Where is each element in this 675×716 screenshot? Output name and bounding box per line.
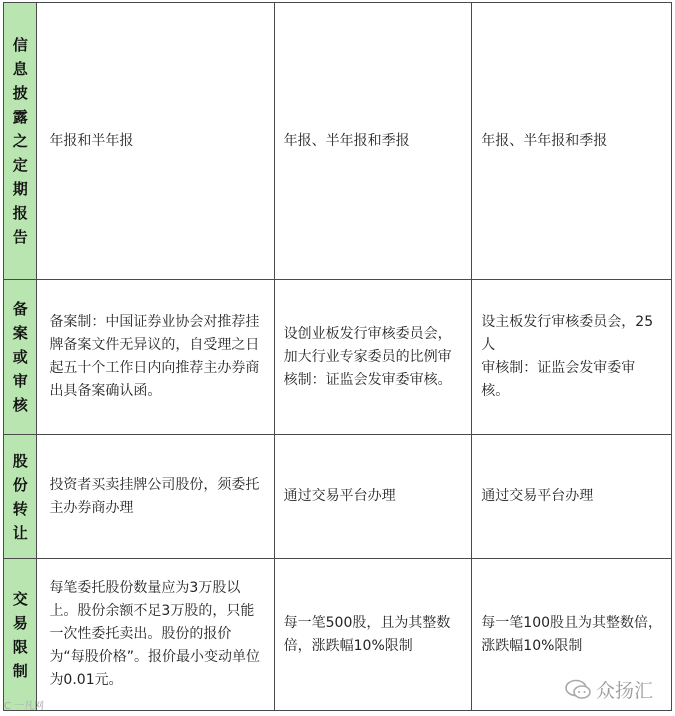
cell-text: 每一笔500股，且为其整数倍，涨跌幅10%限制: [283, 614, 451, 654]
table-cell: [274, 280, 472, 435]
cell-text: 年报、半年报和季报: [481, 132, 608, 149]
cell-text: 通过交易平台办理: [481, 488, 594, 504]
cell-line: 设主板发行审核委员会，25人: [481, 314, 654, 353]
cell-text: 每笔委托股份数量应为3万股以上。股份余额不足3万股的，只能一次性委托卖出。股份的报价为“每股价格”。报价最小变动单位为0.01元。: [49, 580, 260, 688]
table-cell: [37, 280, 274, 435]
header-char: 易: [12, 613, 28, 632]
header-char: 制: [12, 661, 28, 680]
cell-text: 备案制：中国证券业协会对推荐挂牌备案文件无异议的，自受理之日起五十个工作日内向推荐主办券商出具备案确认函。: [49, 314, 260, 399]
row-header-periodic-report: [4, 3, 37, 280]
header-char: 或: [12, 348, 28, 366]
header-char: 期: [12, 180, 28, 198]
header-char: 信: [12, 36, 28, 54]
watermark-text: 众扬汇: [595, 680, 653, 702]
header-char: 之: [12, 132, 28, 150]
header-char: 报: [12, 204, 28, 222]
cell-text: 通过交易平台办理: [283, 488, 396, 504]
header-char: 披: [12, 84, 28, 102]
table-cell: [37, 435, 274, 559]
header-char: 审: [12, 372, 28, 390]
header-char: 案: [12, 324, 28, 342]
header-char: 转: [12, 499, 28, 518]
cell-text: 每一笔100股且为其整数倍，涨跌幅10%限制: [481, 614, 663, 654]
header-char: 让: [12, 523, 28, 542]
watermark-left: C 一凡网: [4, 701, 45, 712]
chat-bubble-icon: [565, 679, 591, 701]
row-header-filing-or-review: [4, 280, 37, 435]
header-char: 交: [12, 589, 28, 608]
cell-text: [472, 311, 671, 403]
row-header-trading-limits: [4, 559, 37, 711]
watermark-right: [565, 676, 653, 703]
cell-text: 设创业板发行审核委员会，加大行业专家委员的比例审核制：证监会发审委审核。: [283, 325, 452, 388]
table-cell: [37, 559, 274, 711]
header-char: 息: [12, 60, 28, 78]
header-char: 备: [12, 300, 28, 318]
table-cell: [37, 3, 274, 280]
header-char: 告: [12, 228, 28, 246]
table-cell: [274, 3, 472, 280]
table-row: [4, 280, 672, 435]
table-row: [4, 3, 672, 280]
comparison-table: [3, 2, 672, 711]
cell-text: 投资者买卖挂牌公司股份，须委托主办券商办理: [49, 476, 260, 516]
header-char: 份: [12, 475, 28, 494]
row-header-share-transfer: [4, 435, 37, 559]
cell-line: 审核制：证监会发审委审核。: [481, 360, 636, 399]
header-char: 核: [12, 396, 28, 414]
table-cell: [274, 435, 472, 559]
table-row: [4, 435, 672, 559]
header-char: 露: [12, 108, 28, 126]
cell-text: 年报和半年报: [49, 132, 134, 149]
header-char: 限: [12, 637, 28, 656]
table-cell: [472, 3, 672, 280]
cell-text: 年报、半年报和季报: [283, 132, 410, 149]
table-cell: [472, 280, 672, 435]
table-cell: [472, 435, 672, 559]
header-char: 股: [12, 451, 28, 470]
table-cell: [274, 559, 472, 711]
header-char: 定: [12, 156, 28, 174]
